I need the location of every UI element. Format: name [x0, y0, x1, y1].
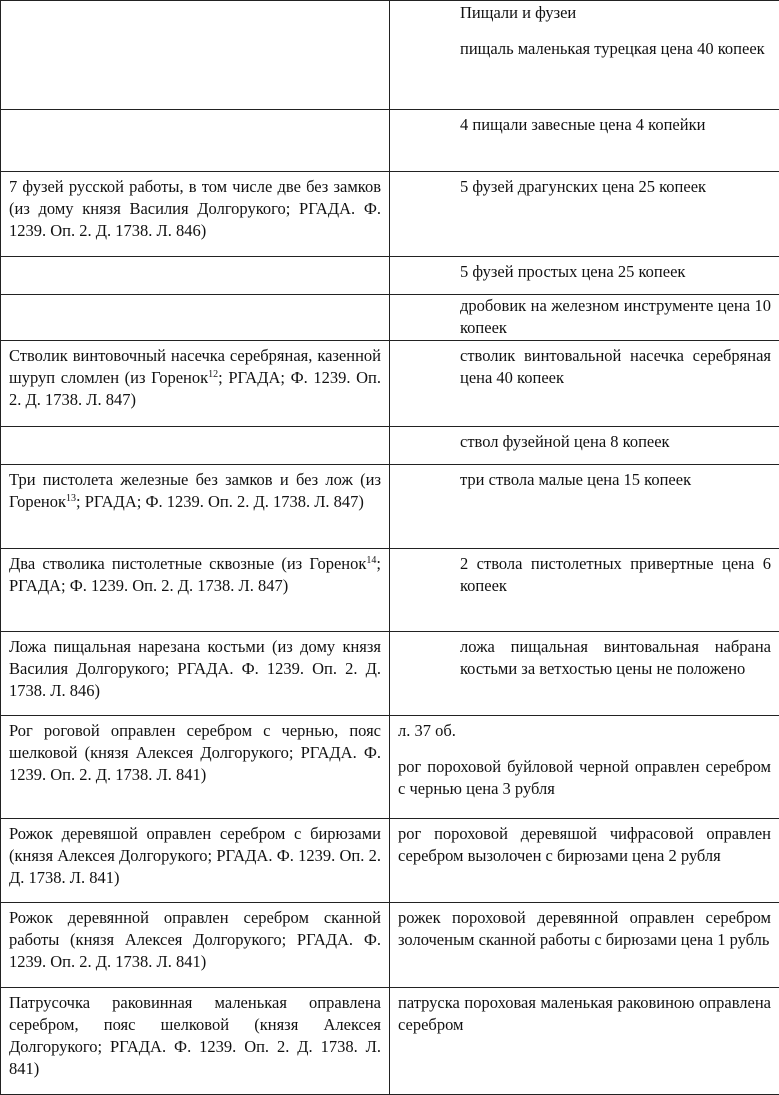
table-row — [1, 172, 779, 257]
left-text-b: ; РГАДА; Ф. 1239. Оп. 2. Д. 1738. Л. 847) — [9, 554, 381, 595]
footnote-ref: 12 — [208, 369, 219, 380]
right-cell: ложа пищальная винтовальная набрана костьми за ветхостью цены не положено — [390, 632, 779, 716]
table-row — [1, 549, 779, 632]
right-cell: 4 пищали завесные цена 4 копейки — [390, 110, 779, 172]
left-cell — [1, 341, 390, 427]
left-cell: Рожок деревяшой оправлен серебром с бирюзами (князя Алексея Долгорукого; РГАДА. Ф. 1239. Оп. 2. Д. 1738. Л. 841) — [1, 819, 390, 903]
left-cell — [1, 549, 390, 632]
left-cell — [1, 295, 390, 341]
right-cell: три ствола малые цена 15 копеек — [390, 465, 779, 549]
left-cell: Ложа пищальная нарезана костьми (из дому князя Василия Долгорукого; РГАДА. Ф. 1239. Оп. 2. Д. 1738. Л. 846) — [1, 632, 390, 716]
right-cell: стволик винтовальной насечка серебряная цена 40 копеек — [390, 341, 779, 427]
table-row — [1, 465, 779, 549]
left-cell — [1, 1, 390, 110]
table-row — [1, 110, 779, 172]
left-cell: Рог роговой оправлен серебром с чернью, пояс шелковой (князя Алексея Долгорукого; РГАДА. Ф. 1239. Оп. 2. Д. 1738. Л. 841) — [1, 716, 390, 819]
left-cell — [1, 427, 390, 465]
right-cell: патруска пороховая маленькая раковиною оправлена серебром — [390, 988, 779, 1095]
left-text-a: Три пистолета железные без замков и без лож (из Горенок — [9, 470, 381, 511]
right-cell: 2 ствола пистолетных привертные цена 6 копеек — [390, 549, 779, 632]
left-text-b: ; РГАДА; Ф. 1239. Оп. 2. Д. 1738. Л. 847) — [9, 368, 381, 409]
left-text-a: Два стволика пистолетные сквозные (из Горенок — [9, 554, 367, 573]
table-row — [1, 257, 779, 295]
right-cell: дробовик на железном инструменте цена 10 копеек — [390, 295, 779, 341]
right-cell: ствол фузейной цена 8 копеек — [390, 427, 779, 465]
table-row — [1, 988, 779, 1095]
right-cell: рог пороховой деревяшой чифрасовой оправлен серебром вызолочен с бирюзами цена 2 рубля — [390, 819, 779, 903]
item-text: пищаль маленькая турецкая цена 40 копеек — [460, 39, 765, 58]
table-row — [1, 341, 779, 427]
folio-note: л. 37 об. — [398, 721, 456, 740]
table-row — [1, 632, 779, 716]
table-row — [1, 295, 779, 341]
right-cell — [390, 1, 779, 110]
left-cell: 7 фузей русской работы, в том числе две без замков (из дому князя Василия Долгорукого; РГАДА. Ф. 1239. Оп. 2. Д. 1738. Л. 846) — [1, 172, 390, 257]
left-cell — [1, 257, 390, 295]
table-row — [1, 819, 779, 903]
table-row — [1, 716, 779, 819]
right-cell: рожек пороховой деревянной оправлен серебром золоченым сканной работы с бирюзами цена 1 рубль — [390, 903, 779, 988]
left-cell — [1, 465, 390, 549]
left-cell: Рожок деревянной оправлен серебром сканной работы (князя Алексея Долгорукого; РГАДА. Ф. 1239. Оп. 2. Д. 1738. Л. 841) — [1, 903, 390, 988]
table-row — [1, 1, 779, 110]
table-row — [1, 903, 779, 988]
footnote-ref: 13 — [66, 493, 77, 504]
left-text-a: Стволик винтовочный насечка серебряная, казенной шуруп сломлен (из Горенок — [9, 346, 381, 387]
section-heading: Пищали и фузеи — [460, 3, 577, 22]
right-cell — [390, 716, 779, 819]
right-cell: 5 фузей драгунских цена 25 копеек — [390, 172, 779, 257]
table-row — [1, 427, 779, 465]
right-cell: 5 фузей простых цена 25 копеек — [390, 257, 779, 295]
item-text: рог пороховой буйловой черной оправлен серебром с чернью цена 3 рубля — [398, 757, 771, 798]
footnote-ref: 14 — [366, 555, 377, 566]
left-cell — [1, 110, 390, 172]
left-cell: Патрусочка раковинная маленькая оправлена серебром, пояс шелковой (князя Алексея Долгорукого; РГАДА. Ф. 1239. Оп. 2. Д. 1738. Л. 841) — [1, 988, 390, 1095]
left-text-b: ; РГАДА; Ф. 1239. Оп. 2. Д. 1738. Л. 847) — [76, 492, 364, 511]
